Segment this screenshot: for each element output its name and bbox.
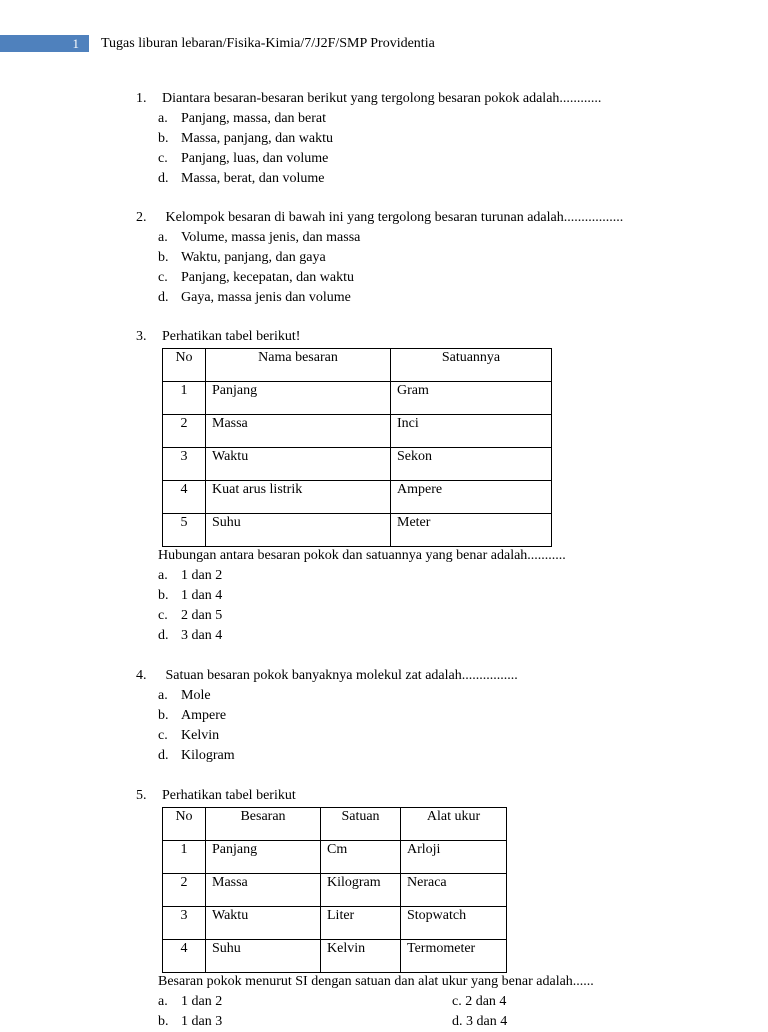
question-3 xyxy=(136,327,736,347)
option-c: c. 2 dan 5 xyxy=(158,608,223,623)
question-5 xyxy=(136,786,736,806)
option-b: b. 1 dan 4 xyxy=(158,588,223,603)
page-number: 1 xyxy=(0,35,89,52)
question-text: Satuan besaran pokok banyaknya molekul zat adalah................ xyxy=(162,668,518,683)
table-row: 2 Massa Inci xyxy=(163,415,552,448)
question-number: 3. xyxy=(136,329,147,344)
table-caption: Hubungan antara besaran pokok dan satuannya yang benar adalah........... xyxy=(158,548,566,563)
option-c: c. Panjang, kecepatan, dan waktu xyxy=(158,270,354,285)
table-header-row: No Besaran Satuan Alat ukur xyxy=(163,808,507,841)
question-text: Perhatikan tabel berikut! xyxy=(162,329,301,344)
table-row: 3 Waktu Liter Stopwatch xyxy=(163,907,507,940)
question-number: 4. xyxy=(136,668,147,683)
option-d: d. Kilogram xyxy=(158,748,235,763)
option-c: c. 2 dan 4 xyxy=(452,994,507,1009)
table-row: 2 Massa Kilogram Neraca xyxy=(163,874,507,907)
table-row: 3 Waktu Sekon xyxy=(163,448,552,481)
option-d: d. Massa, berat, dan volume xyxy=(158,171,325,186)
table-row: 5 Suhu Meter xyxy=(163,514,552,547)
option-a: a. Mole xyxy=(158,688,211,703)
question-2 xyxy=(136,208,736,308)
table-caption: Besaran pokok menurut SI dengan satuan dan alat ukur yang benar adalah...... xyxy=(158,974,594,989)
option-a: a. 1 dan 2 xyxy=(158,568,223,583)
question-5-options xyxy=(136,972,736,1032)
table-row: 4 Suhu Kelvin Termometer xyxy=(163,940,507,973)
question-text: Kelompok besaran di bawah ini yang tergolong besaran turunan adalah................. xyxy=(162,210,624,225)
question-number: 5. xyxy=(136,788,147,803)
question-3-options xyxy=(136,546,736,646)
question-4 xyxy=(136,666,736,766)
table-row: 1 Panjang Cm Arloji xyxy=(163,841,507,874)
option-c: c. Kelvin xyxy=(158,728,220,743)
option-row-1: a. 1 dan 2 c. 2 dan 4 xyxy=(136,992,736,1012)
option-d: d. 3 dan 4 xyxy=(158,628,223,643)
quantity-unit-table xyxy=(162,348,552,547)
table-header-row: No Nama besaran Satuannya xyxy=(163,349,552,382)
question-text: Perhatikan tabel berikut xyxy=(162,788,296,803)
question-number: 1. xyxy=(136,91,147,106)
question-number: 2. xyxy=(136,210,147,225)
table-row: 4 Kuat arus listrik Ampere xyxy=(163,481,552,514)
option-d: d. Gaya, massa jenis dan volume xyxy=(158,290,351,305)
option-a: a. Volume, massa jenis, dan massa xyxy=(158,230,361,245)
question-1 xyxy=(136,89,736,189)
question-text: Diantara besaran-besaran berikut yang tergolong besaran pokok adalah............ xyxy=(162,91,602,106)
quantity-measure-table xyxy=(162,807,507,973)
option-d: d. 3 dan 4 xyxy=(452,1014,508,1029)
header-title: Tugas liburan lebaran/Fisika-Kimia/7/J2F/SMP Providentia xyxy=(101,36,435,51)
option-a: a. Panjang, massa, dan berat xyxy=(158,111,327,126)
option-row-2: b. 1 dan 3 d. 3 dan 4 xyxy=(136,1012,736,1032)
option-c: c. Panjang, luas, dan volume xyxy=(158,151,329,166)
option-b: b. Ampere xyxy=(158,708,227,723)
page-header xyxy=(0,35,768,52)
option-b: b. Massa, panjang, dan waktu xyxy=(158,131,334,146)
table-row: 1 Panjang Gram xyxy=(163,382,552,415)
option-b: b. Waktu, panjang, dan gaya xyxy=(158,250,326,265)
